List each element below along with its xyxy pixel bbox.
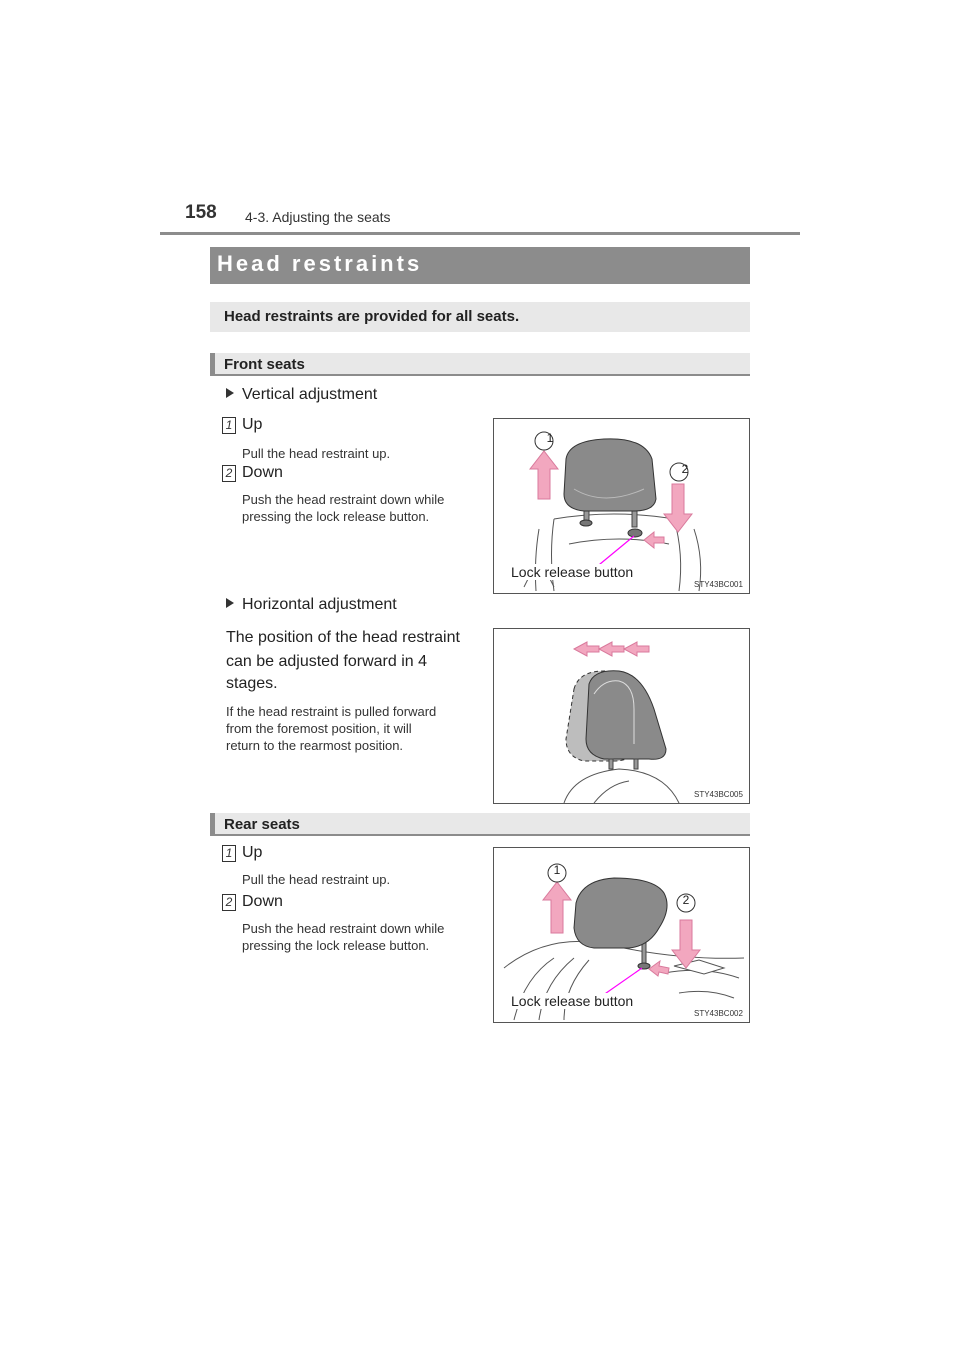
figure1-code: STY43BC001 (694, 580, 743, 589)
horizontal-note-line3: return to the rearmost position. (226, 738, 404, 753)
lock-release-callout-rear: Lock release button (511, 993, 634, 1009)
figure-rear (493, 847, 750, 1023)
front-seats-heading-text: Front seats (224, 356, 305, 373)
figure1-num2: 2 (681, 462, 689, 476)
rear-seats-heading (210, 813, 750, 836)
figure-front-vertical (493, 418, 750, 594)
horizontal-adjustment-label: Horizontal adjustment (242, 596, 397, 613)
page-number: 158 (185, 202, 217, 223)
rear-step-down-label: Down (242, 893, 283, 910)
horizontal-note-line1: If the head restraint is pulled forward (226, 704, 437, 719)
intro-text: Head restraints are provided for all seats. (224, 308, 520, 325)
page-title: Head restraints (217, 251, 423, 276)
figure3-num2: 2 (682, 893, 690, 907)
horizontal-text-line2: can be adjusted forward in 4 (226, 653, 428, 670)
vertical-adjustment-label: Vertical adjustment (242, 386, 378, 403)
step-up-label: Up (242, 416, 263, 433)
intro-box (210, 302, 750, 332)
lock-release-callout-front: Lock release button (511, 564, 634, 580)
step-number-1: 1 (222, 417, 236, 434)
rear-step-number-2: 2 (222, 894, 236, 911)
rear-step-number-1: 1 (222, 845, 236, 862)
vertical-adjustment-bullet (226, 386, 377, 404)
step-down-label: Down (242, 464, 283, 481)
horizontal-text-line1: The position of the head restraint (226, 629, 460, 646)
horizontal-adjustment-bullet (226, 596, 397, 614)
figure-front-horizontal (493, 628, 750, 804)
horizontal-text-line3: stages. (226, 675, 278, 692)
section-label: 4-3. Adjusting the seats (245, 209, 391, 225)
figure3-code: STY43BC002 (694, 1009, 743, 1018)
bullet-triangle-icon (226, 598, 234, 608)
figure3-num1: 1 (553, 863, 561, 877)
header-rule (160, 232, 800, 235)
rear-seats-heading-text: Rear seats (224, 816, 300, 833)
step-down-note-line2: pressing the lock release button. (242, 509, 430, 524)
rear-step-down-note-line1: Push the head restraint down while (242, 921, 445, 936)
step-up-note: Pull the head restraint up. (242, 446, 391, 461)
front-seats-heading (210, 353, 750, 376)
horizontal-note-line2: from the foremost position, it will (226, 721, 412, 736)
bullet-triangle-icon (226, 388, 234, 398)
step-number-2: 2 (222, 465, 236, 482)
step-down-note-line1: Push the head restraint down while (242, 492, 445, 507)
figure2-code: STY43BC005 (694, 790, 743, 799)
figure1-num1: 1 (546, 431, 554, 445)
rear-step-down-note-line2: pressing the lock release button. (242, 938, 430, 953)
page-title-bar (210, 247, 750, 284)
rear-step-up-note: Pull the head restraint up. (242, 872, 391, 887)
rear-step-up-label: Up (242, 844, 263, 861)
